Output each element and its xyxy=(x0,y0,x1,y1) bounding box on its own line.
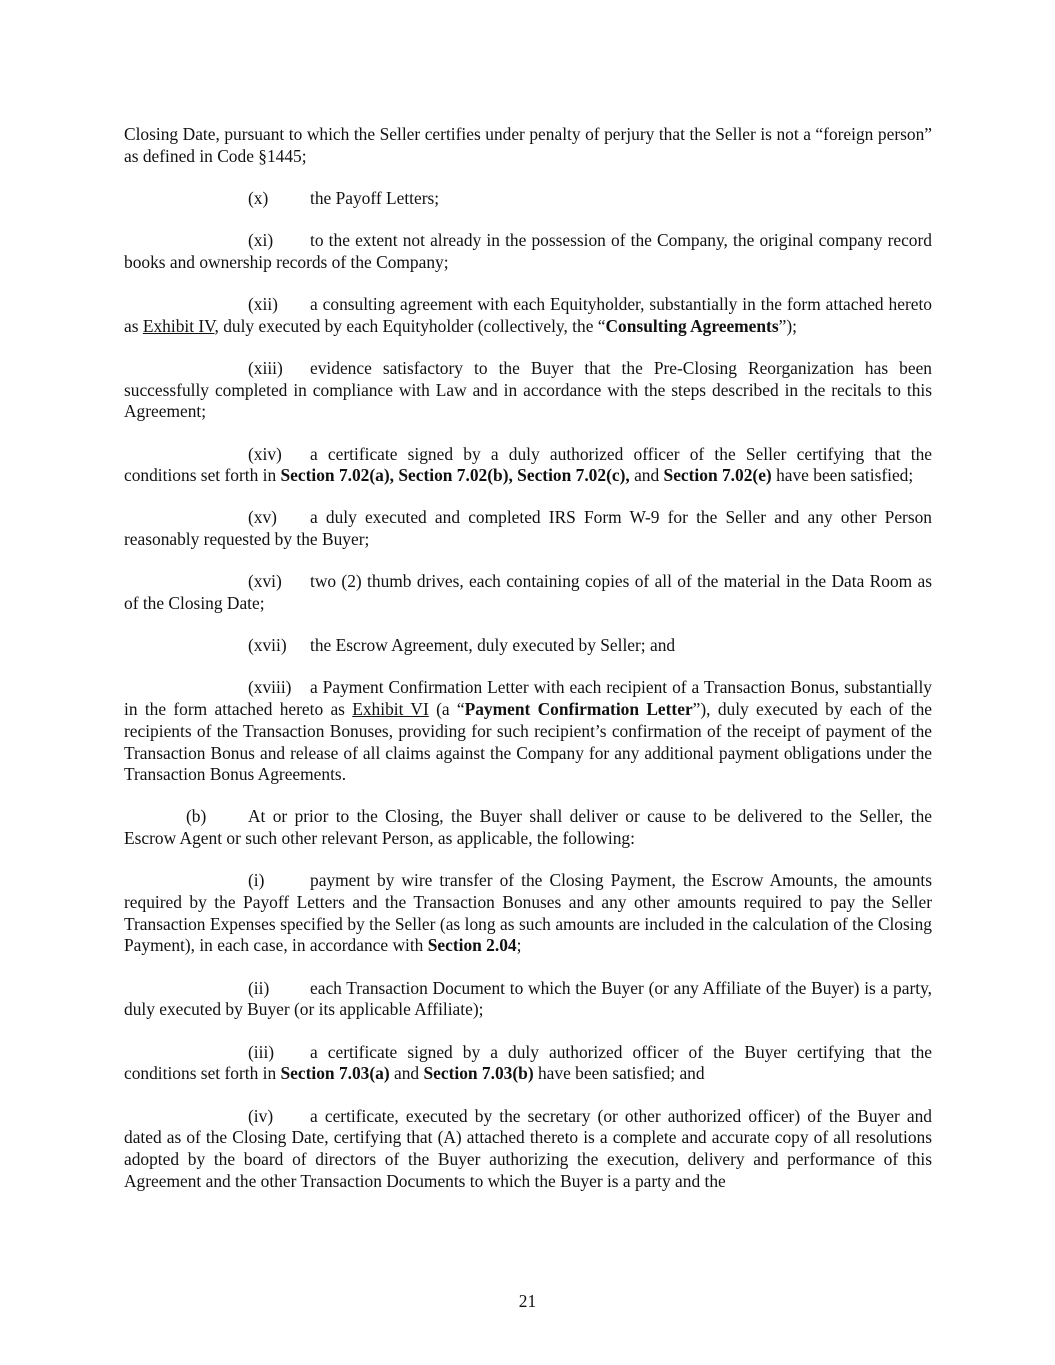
item-text: and xyxy=(389,1063,424,1084)
item-text: the Payoff Letters; xyxy=(310,187,440,208)
item-text: a consulting agreement with each Equityholder, substantially in the form attached hereto as xyxy=(124,294,932,336)
item-text: and xyxy=(629,465,664,486)
item-number: (xiii) xyxy=(248,357,283,378)
defined-term-payment-confirmation-letter: Payment Confirmation Letter xyxy=(464,699,693,720)
item-text: , duly executed by each Equityholder (collectively, the “ xyxy=(214,315,606,336)
item-number: (ii) xyxy=(248,977,270,998)
item-text: a certificate signed by a duly authorized officer of the Seller certifying that the conditions set forth in xyxy=(124,443,932,486)
defined-term-consulting-agreements: Consulting Agreements xyxy=(605,315,779,336)
list-item-iii xyxy=(124,1042,932,1085)
page-number: 21 xyxy=(518,1291,537,1311)
item-text: have been satisfied; and xyxy=(533,1063,705,1084)
item-number: (xi) xyxy=(248,230,274,251)
list-item-i xyxy=(124,870,932,957)
item-text: (a “ xyxy=(428,699,465,720)
section-text: At or prior to the Closing, the Buyer shall deliver or cause to be delivered to the Seller, the Escrow Agent or such other relevant Person, as applicable, the following: xyxy=(124,806,932,849)
item-text: ”), duly executed by each of the recipients of the Transaction Bonuses, providing for such recipient’s confirmation of the receipt of payment of the Transaction Bonus and release of all claims against the Company for any additional payment obligations under the Transaction Bonus Agreements. xyxy=(124,699,932,785)
item-text: a certificate signed by a duly authorized officer of the Buyer certifying that the conditions set forth in xyxy=(124,1041,932,1084)
list-item-xvi xyxy=(124,571,932,614)
item-number: (xii) xyxy=(248,294,278,315)
document-page xyxy=(124,124,932,1213)
item-number: (xvi) xyxy=(248,571,282,592)
section-reference: Section 2.04 xyxy=(427,935,517,956)
section-number: (b) xyxy=(186,806,207,827)
item-text: a Payment Confirmation Letter with each recipient of a Transaction Bonus, substantially in the form attached hereto as xyxy=(124,677,932,720)
list-item-iv xyxy=(124,1106,932,1193)
item-text: payment by wire transfer of the Closing Payment, the Escrow Amounts, the amounts required by the Payoff Letters and the Transaction Bonuses and any other amounts required to pay the Seller Transaction Expenses specified by the Seller (as long as such amounts are included in the calculation of the Closing Payment), in each case, in accordance with xyxy=(124,870,932,956)
item-text: to the extent not already in the possession of the Company, the original company record books and ownership records of the Company; xyxy=(124,230,932,272)
list-item-xviii xyxy=(124,677,932,786)
item-text: a certificate, executed by the secretary (or other authorized officer) of the Buyer and dated as of the Closing Date, certifying that (A) attached thereto is a complete and accurate copy of all resolutions adopted by the board of directors of the Buyer authorizing the execution, delivery and performance of this Agreement and the other Transaction Documents to which the Buyer is a party and the xyxy=(124,1105,932,1191)
section-b-paragraph xyxy=(124,806,932,849)
item-number: (i) xyxy=(248,870,265,891)
list-item-xi xyxy=(124,230,932,273)
list-item-xv xyxy=(124,507,932,550)
list-item-x xyxy=(124,188,932,210)
exhibit-iv-reference: Exhibit IV xyxy=(142,315,215,336)
list-item-xvii xyxy=(124,635,932,657)
item-text: evidence satisfactory to the Buyer that the Pre-Closing Reorganization has been successfully completed in compliance with Law and in accordance with the steps described in the recitals to this Agreement; xyxy=(124,357,932,422)
item-text: each Transaction Document to which the Buyer (or any Affiliate of the Buyer) is a party, duly executed by Buyer (or its applicable Affiliate); xyxy=(124,977,932,1020)
continuation-paragraph: Closing Date, pursuant to which the Seller certifies under penalty of perjury that the Seller is not a “foreign person” as defined in Code §1445; xyxy=(124,124,932,166)
item-text: ; xyxy=(516,935,522,956)
list-item-xiii xyxy=(124,358,932,423)
item-text: the Escrow Agreement, duly executed by Seller; and xyxy=(310,635,676,656)
list-item-xiv xyxy=(124,444,932,487)
item-text: have been satisfied; xyxy=(771,465,914,486)
item-number: (iii) xyxy=(248,1041,275,1062)
item-text: a duly executed and completed IRS Form W-9 for the Seller and any other Person reasonably requested by the Buyer; xyxy=(124,507,932,550)
list-item-xii xyxy=(124,294,932,337)
item-text: ”); xyxy=(778,315,797,336)
item-number: (xvii) xyxy=(248,635,287,656)
section-reference: Section 7.03(a) xyxy=(280,1063,390,1084)
item-text: two (2) thumb drives, each containing copies of all of the material in the Data Room as of the Closing Date; xyxy=(124,571,932,614)
item-number: (xiv) xyxy=(248,443,282,464)
item-number: (iv) xyxy=(248,1105,274,1126)
item-number: (xviii) xyxy=(248,677,292,698)
section-reference: Section 7.03(b) xyxy=(423,1063,534,1084)
section-reference: Section 7.02(a), Section 7.02(b), Section 7.02(c), xyxy=(280,465,630,486)
item-number: (x) xyxy=(248,187,269,208)
section-reference: Section 7.02(e) xyxy=(663,465,772,486)
exhibit-vi-reference: Exhibit VI xyxy=(352,699,429,720)
item-number: (xv) xyxy=(248,507,277,528)
list-item-ii xyxy=(124,978,932,1021)
